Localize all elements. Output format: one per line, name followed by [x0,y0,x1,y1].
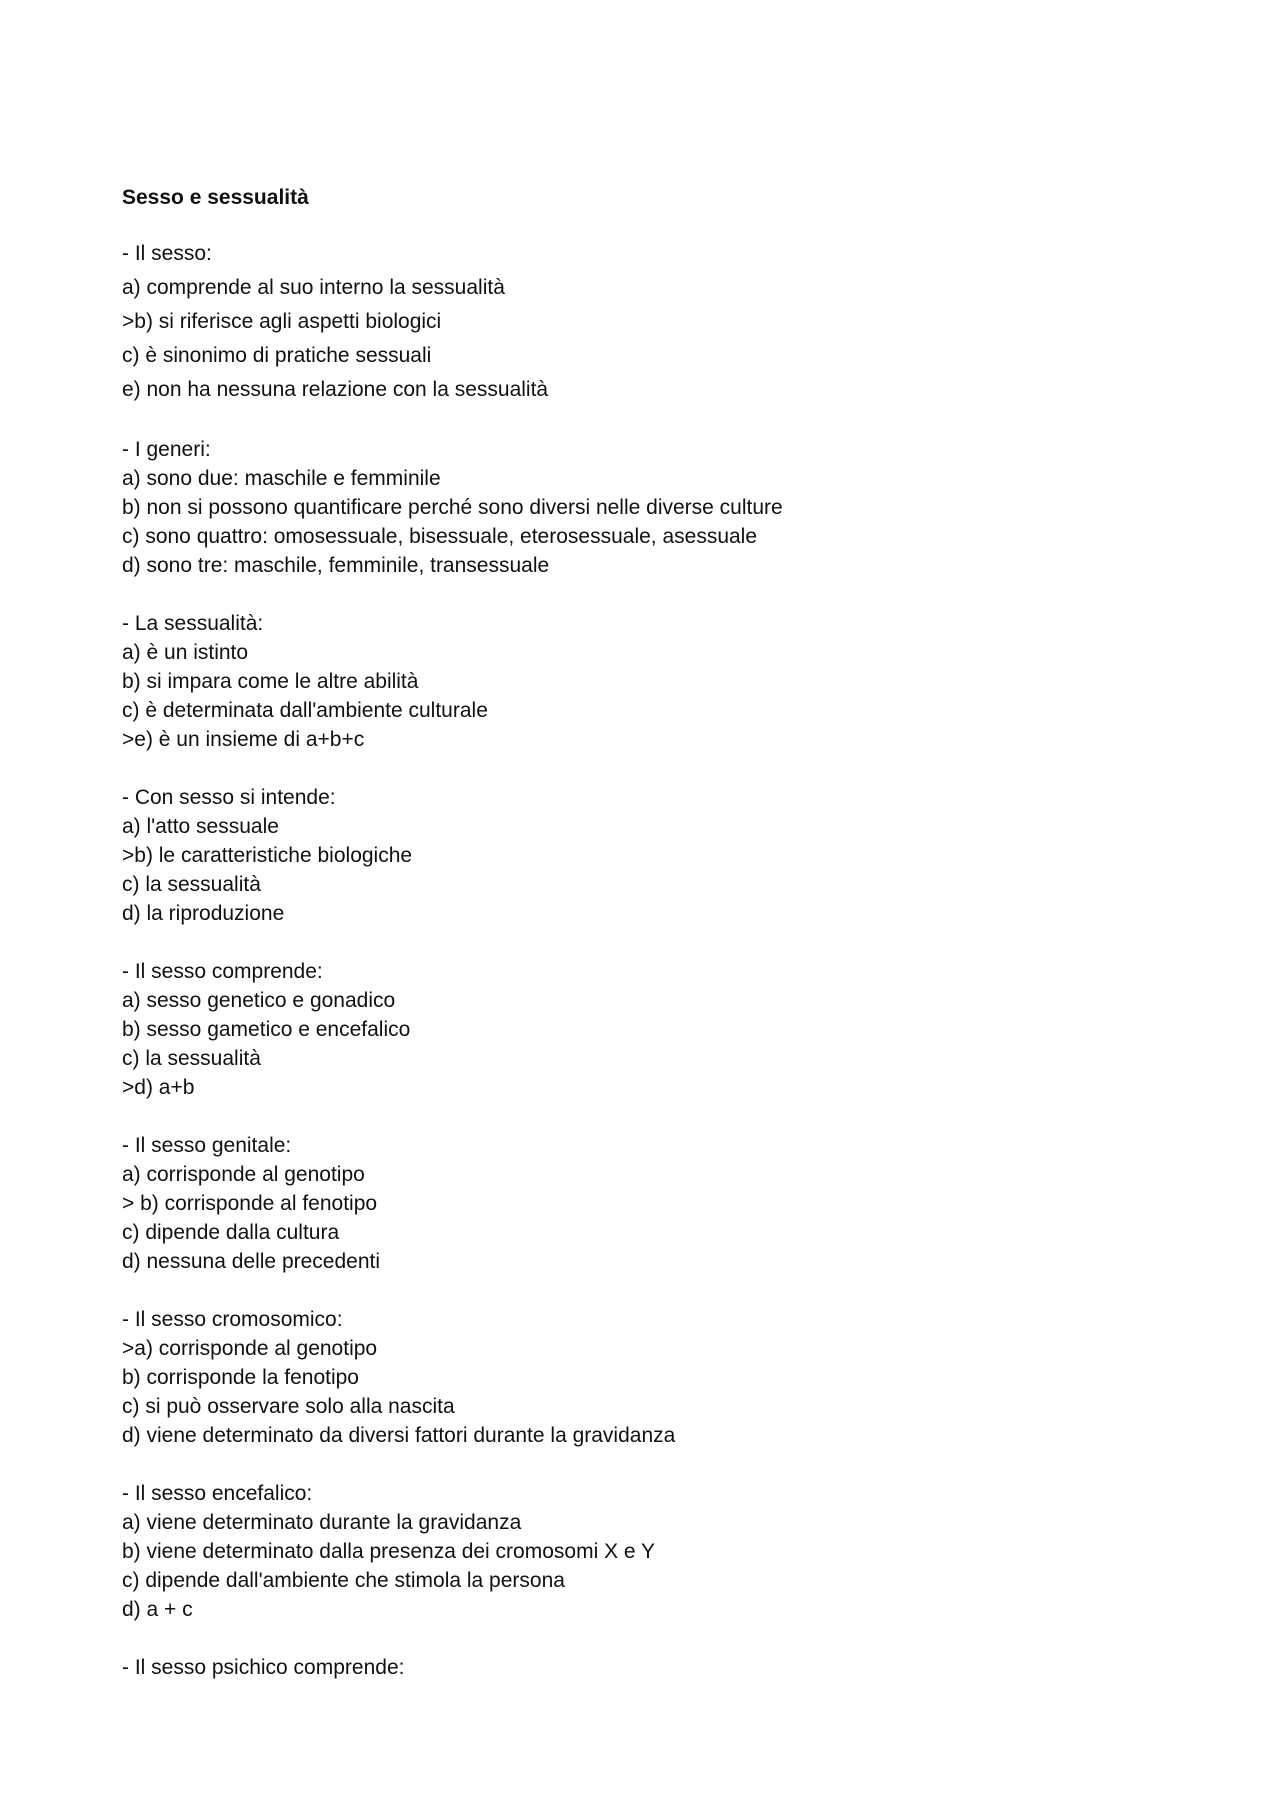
answer-option: >b) le caratteristiche biologiche [122,844,413,867]
answer-option: b) corrisponde la fenotipo [122,1366,359,1389]
answer-option: c) sono quattro: omosessuale, bisessuale, eterosessuale, asessuale [122,525,758,548]
answer-option: c) dipende dall'ambiente che stimola la persona [122,1569,565,1592]
answer-option: b) non si possono quantificare perché sono diversi nelle diverse culture [122,496,783,519]
answer-option: a) corrisponde al genotipo [122,1163,365,1186]
question-block [122,237,1162,407]
question-prompt: - Il sesso comprende: [122,960,323,983]
answer-option: c) la sessualità [122,1047,261,1070]
answer-option: >e) è un insieme di a+b+c [122,728,365,751]
question-prompt: - Il sesso: [122,242,212,265]
document-title: Sesso e sessualità [122,186,309,209]
answer-option: b) viene determinato dalla presenza dei cromosomi X e Y [122,1540,656,1563]
question-prompt: - La sessualità: [122,612,264,635]
answer-option: c) la sessualità [122,873,261,896]
answer-option: e) non ha nessuna relazione con la sessualità [122,378,549,401]
question-prompt: - Il sesso genitale: [122,1134,292,1157]
answer-option: d) nessuna delle precedenti [122,1250,381,1273]
answer-option: >d) a+b [122,1076,195,1099]
document-content [122,181,1162,1711]
answer-option: c) dipende dalla cultura [122,1221,340,1244]
answer-option: a) sono due: maschile e femminile [122,467,441,490]
answer-option: c) è sinonimo di pratiche sessuali [122,344,432,367]
answer-option: a) comprende al suo interno la sessualità [122,276,505,299]
question-block [122,1131,1162,1276]
question-block [122,1653,1162,1682]
question-prompt: - Il sesso encefalico: [122,1482,313,1505]
question-block [122,957,1162,1102]
question-block [122,609,1162,754]
question-block [122,1479,1162,1624]
question-block [122,435,1162,580]
question-prompt: - Il sesso psichico comprende: [122,1656,405,1679]
answer-option: c) è determinata dall'ambiente culturale [122,699,488,722]
question-prompt: - Con sesso si intende: [122,786,336,809]
answer-option: c) si può osservare solo alla nascita [122,1395,455,1418]
answer-option: a) viene determinato durante la gravidanza [122,1511,522,1534]
question-block [122,1305,1162,1450]
answer-option: > b) corrisponde al fenotipo [122,1192,378,1215]
question-prompt: - I generi: [122,438,211,461]
answer-option: a) sesso genetico e gonadico [122,989,396,1012]
answer-option: >a) corrisponde al genotipo [122,1337,378,1360]
answer-option: b) sesso gametico e encefalico [122,1018,411,1041]
answer-option: a) l'atto sessuale [122,815,279,838]
answer-option: d) viene determinato da diversi fattori durante la gravidanza [122,1424,676,1447]
answer-option: d) a + c [122,1598,193,1621]
answer-option: >b) si riferisce agli aspetti biologici [122,310,442,333]
answer-option: d) la riproduzione [122,902,285,925]
answer-option: a) è un istinto [122,641,249,664]
question-list [122,237,1162,1682]
answer-option: b) si impara come le altre abilità [122,670,419,693]
question-block [122,783,1162,928]
answer-option: d) sono tre: maschile, femminile, transessuale [122,554,550,577]
question-prompt: - Il sesso cromosomico: [122,1308,343,1331]
